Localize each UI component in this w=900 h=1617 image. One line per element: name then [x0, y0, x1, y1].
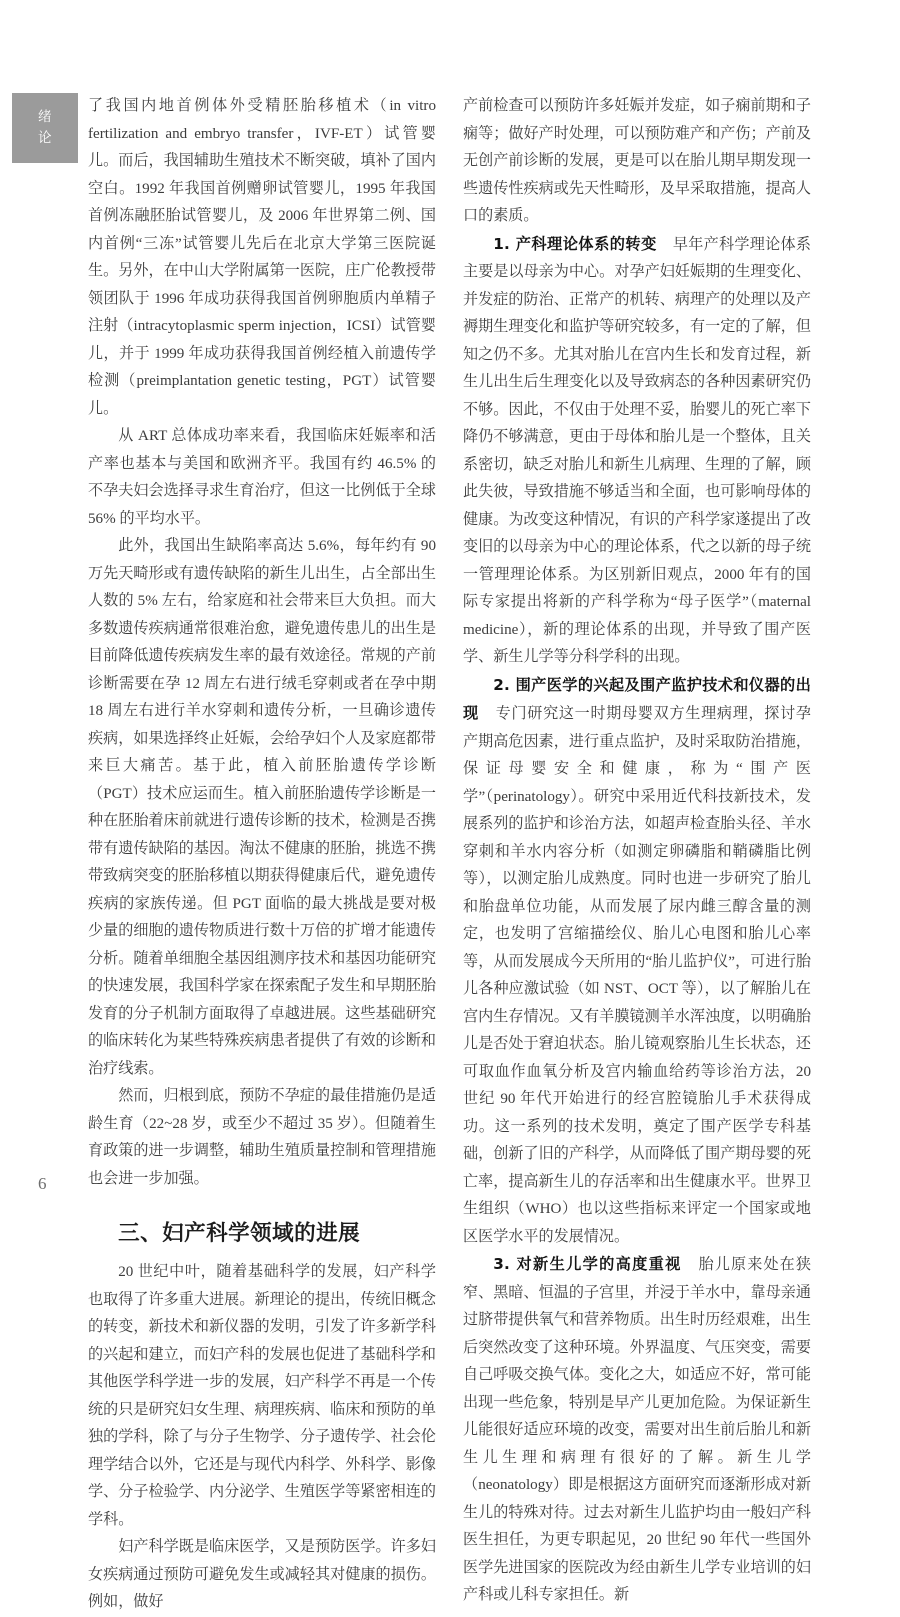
paragraph: 从 ART 总体成功率来看，我国临床妊娠率和活产率也基本与美国和欧洲齐平。我国有约 46.5% 的不孕夫妇会选择寻求生育治疗，但这一比例低于全球 56% 的平均水平。 [88, 428, 436, 527]
page-number: 6 [38, 1174, 47, 1193]
subsection-number: 1. [493, 234, 510, 253]
paragraph: 产前检查可以预防许多妊娠并发症，如子痫前期和子痫等；做好产时处理，可以预防难产和产伤；产前及无创产前诊断的发展，更是可以在胎儿期早期发现一些遗传性疾病或先天性畸形，及早采取措施，提高人口的素质。 [463, 98, 811, 224]
paragraph: 了我国内地首例体外受精胚胎移植术（in vitro fertilization and embryo transfer，IVF-ET）试管婴儿。而后，我国辅助生殖技术不断突破，填补了国内空白。1992 年我国首例赠卵试管婴儿，1995 年我国首例冻融胚胎试管婴儿，及 2006 年世界第二例、国内首例“三冻”试管婴儿先后在北京大学第三医院诞生。另外，在中山大学附属第一医院，庄广伦教授带领团队于 1996 年成功获得我国首例卵胞质内单精子注射（intracytoplasmic sperm injection，ICSI）试管婴儿，并于 1999 年成功获得我国首例经植入前遗传学检测（preimplantation genetic testing，PGT）试管婴儿。 [88, 98, 436, 417]
subsection-number: 2. [493, 675, 510, 694]
paragraph: 20 世纪中叶，随着基础科学的发展，妇产科学也取得了许多重大进展。新理论的提出，传统旧概念的转变，新技术和新仪器的发明，引发了许多新学科的兴起和建立，而妇产科的发展也促进了基础科学和其他医学科学进一步的发展，妇产科学不再是一个传统的只是研究妇女生理、病理疾病、临床和预防的单独的学科，除了与分子生物学、分子遗传学、社会伦理学结合以外，它还是与现代内科学、外科学、影像学、分子检验学、内分泌学、生殖医学等紧密相连的学科。 [88, 1264, 436, 1528]
section-heading: 三、妇产科学领域的进展 [118, 1221, 361, 1246]
subsection-body: 胎儿原来处在狭窄、黑暗、恒温的子宫里，并浸于羊水中，靠母亲通过脐带提供氧气和营养物质。出生时历经艰难，出生后突然改变了这种环境。外界温度、气压突变，需要自己呼吸交换气体。变化之大，如适应不好，常可能出现一些危象，特别是早产儿更加危险。为保证新生儿能很好适应环境的改变，需要对出生前后胎儿和新生儿生理和病理有很好的了解。新生儿学（neonatology）即是根据这方面研究而逐渐形成对新生儿的特殊对待。过去对新生儿监护均由一般妇产科医生担任，为更专职起见，20 世纪 90 年代一些国外医学先进国家的医院改为经由新生儿学专业培训的妇产科或儿科专家担任。新 [463, 1257, 811, 1603]
right-column [463, 93, 811, 1617]
paragraph: 此外，我国出生缺陷率高达 5.6%，每年约有 90 万先天畸形或有遗传缺陷的新生儿出生，占全部出生人数的 5% 左右，给家庭和社会带来巨大负担。而大多数遗传疾病通常很难治愈，避免遗传患儿的出生是目前降低遗传疾病发生率的最有效途径。常规的产前诊断需要在孕 12 周左右进行绒毛穿刺或者在孕中期 18 周左右进行羊水穿刺和遗传分析，一旦确诊遗传疾病，如果选择终止妊娠，会给孕妇个人及家庭都带来巨大痛苦。基于此，植入前胚胎遗传学诊断（PGT）技术应运而生。植入前胚胎遗传学诊断是一种在胚胎着床前就进行遗传诊断的技术，检测是否携带有遗传缺陷的基因。淘汰不健康的胚胎，挑选不携带致病突变的胚胎移植以期获得健康后代，避免遗传疾病的家族传递。但 PGT 面临的最大挑战是要对极少量的细胞的遗传物质进行数十万倍的扩增才能遗传分析。随着单细胞全基因组测序技术和基因功能研究的快速发展，我国科学家在探索配子发生和早期胚胎发育的分子机制方面取得了卓越进展。这些基础研究的临床转化为某些特殊疾病患者提供了有效的诊断和治疗线索。 [88, 538, 436, 1077]
subsection-number: 3. [493, 1255, 510, 1273]
chapter-side-tab [12, 93, 78, 163]
subsection-title: 对新生儿学的高度重视 [516, 1255, 682, 1273]
subsection-body: 专门研究这一时期母婴双方生理病理，探讨孕产期高危因素，进行重点监护，及时采取防治措施，保证母婴安全和健康，称为“围产医学”（perinatology）。研究中采用近代科技新技术，发展系列的监护和诊治方法，如超声检查胎头径、羊水穿刺和羊水内容分析（如测定卵磷脂和鞘磷脂比例等），以测定胎儿成熟度。同时也进一步研究了胎儿和胎盘单位功能，从而发展了尿内雌三醇含量的测定，也发明了宫缩描绘仪、胎儿心电图和胎儿心率等，从而发展成今天所用的“胎儿监护仪”，可进行胎儿各种应激试验（如 NST、OCT 等），以了解胎儿在宫内生存情况。又有羊膜镜测羊水浑浊度，以明确胎儿是否处于窘迫状态。胎儿镜观察胎儿生长状态，还可取血作血氧分析及宫内输血给药等诊治方法，20 世纪 90 年代开始进行的经宫腔镜胎儿手术获得成功。这一系列的技术发明，奠定了围产医学专科基础，创新了旧的产科学，从而降低了围产期母婴的死亡率，提高新生儿的存活率和出生健康水平。世界卫生组织（WHO）也以这些指标来评定一个国家或地区医学水平的发展情况。 [463, 706, 811, 1245]
numbered-subsection [463, 1251, 811, 1610]
paragraph: 然而，归根到底，预防不孕症的最佳措施仍是适龄生育（22~28 岁，或至少不超过 35 岁）。但随着生育政策的进一步调整，辅助生殖质量控制和管理措施也会进一步加强。 [88, 1088, 436, 1187]
subsection-body: 早年产科学理论体系主要是以母亲为中心。对孕产妇妊娠期的生理变化、并发症的防治、正常产的机转、病理产的处理以及产褥期生理变化和监护等研究较多，有一定的了解，但知之仍不多。尤其对胎儿在宫内生长和发育过程，新生儿出生后生理变化以及导致病态的各种因素研究仍不够。因此，不仅由于处理不妥，胎婴儿的死亡率下降仍不够满意，更由于母体和胎儿是一个整体，且关系密切，缺乏对胎儿和新生儿病理、生理的了解，顾此失彼，导致措施不够适当和全面，也可影响母体的健康。为改变这种情况，有识的产科学家遂提出了改变旧的以母亲为中心的理论体系，代之以新的母子统一管理理论体系。为区别新旧观点，2000 年有的国际专家提出将新的产科学称为“母子医学”（maternal medicine），新的理论体系的出现，并导致了围产医学、新生儿学等分科学科的出现。 [463, 236, 811, 665]
side-tab-char-1: 绪 [38, 109, 52, 126]
two-column-body [88, 93, 840, 1617]
subsection-title: 产科理论体系的转变 [515, 234, 657, 253]
paragraph: 妇产科学既是临床医学，又是预防医学。许多妇女疾病通过预防可避免发生或减轻其对健康的损伤。例如，做好 [88, 1539, 436, 1611]
left-column [88, 93, 436, 1617]
numbered-subsection [463, 672, 811, 1252]
numbered-subsection [463, 231, 811, 672]
subsection-title: 围产医学的兴起及围产监护技术和仪器的出现 [463, 675, 811, 722]
side-tab-char-2: 论 [38, 130, 52, 146]
